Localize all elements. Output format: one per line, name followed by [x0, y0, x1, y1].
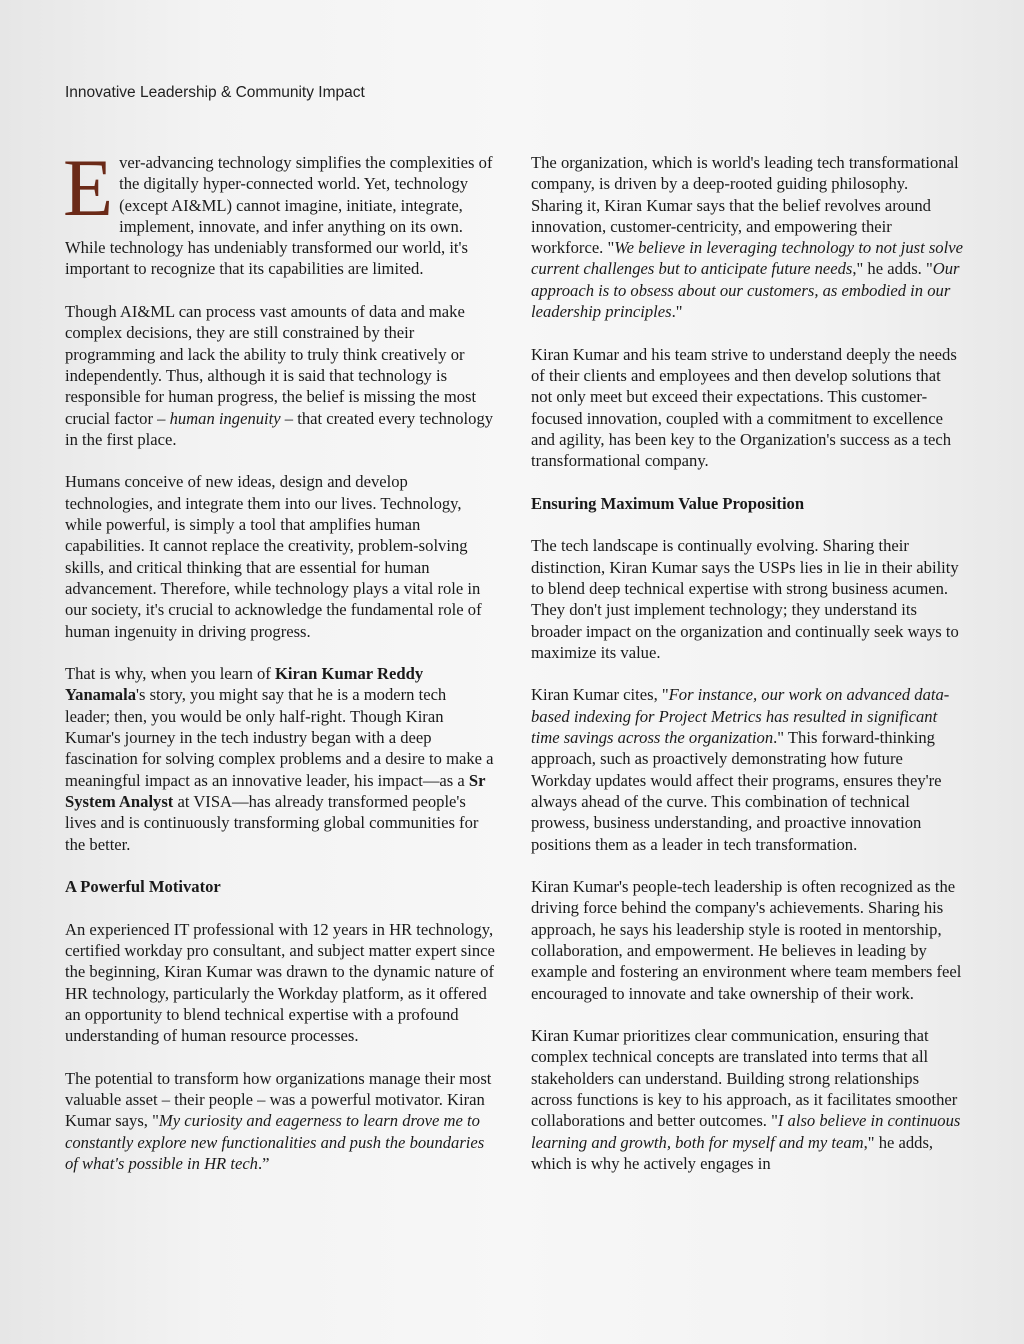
- paragraph: [63, 142, 495, 280]
- section-heading: A Powerful Motivator: [65, 877, 221, 897]
- quote-text: I also believe in continuous learning and growth, both for myself and my team: [531, 1111, 961, 1152]
- paragraph: [531, 684, 963, 854]
- paragraph: [65, 663, 495, 855]
- paragraph-text: .”: [257, 1153, 270, 1173]
- paragraph-text: ," he adds, which is why he actively engages in: [531, 1132, 934, 1173]
- quote-text: Our approach is to obsess about our customers, as embodied in our leadership principles: [531, 259, 960, 322]
- section-heading: Ensuring Maximum Value Proposition: [531, 493, 805, 513]
- paragraph-text: Kiran Kumar cites, ": [531, 685, 669, 705]
- paragraph: Kiran Kumar's people-tech leadership is often recognized as the driving force behind the company's achievements. Sharing his approach, he says his leadership style is rooted in mentorship, collaboration, and empowerment. He believes in leading by example and fostering an environment where team members feel encouraged to innovate and take ownership of their work.: [531, 877, 962, 1003]
- left-column: [63, 142, 495, 1196]
- paragraph-text: That is why, when you learn of: [65, 664, 275, 684]
- right-column: [531, 152, 963, 1196]
- quote-text: My curiosity and eagerness to learn drove me to constantly explore new functionalities and push the boundaries of what's possible in HR tech: [65, 1111, 485, 1173]
- emphasis-text: human ingenuity: [169, 408, 281, 428]
- paragraph-text: The potential to transform how organizations manage their most valuable asset – their people – was a powerful motivator. Kiran Kumar says, ": [65, 1068, 492, 1131]
- quote-text: For instance, our work on advanced data-based indexing for Project Metrics has resulted in significant time savings across the organization: [531, 685, 950, 748]
- paragraph: Kiran Kumar and his team strive to understand deeply the needs of their clients and employees and then develop solutions that not only meet but exceed their expectations. This customer-focused innovation, coupled with a commitment to excellence and agility, has been key to the Organization's success as a tech transformational company.: [531, 344, 957, 471]
- paragraph: Humans conceive of new ideas, design and develop technologies, and integrate them into our lives. Technology, while powerful, is simply a tool that amplifies human capabilities. It cannot replace the creativity, problem-solving skills, and critical thinking that are essential for human advancement. Therefore, while technology plays a vital role in our society, it's crucial to acknowledge the fundamental role of human ingenuity in driving progress.: [65, 472, 482, 641]
- paragraph: The tech landscape is continually evolving. Sharing their distinction, Kiran Kumar says the USPs lies in lie in their ability to blend deep technical expertise with strong business acumen. They don't just implement technology; they understand its broader impact on the organization and continually seek ways to maximize its value.: [531, 536, 959, 662]
- paragraph-text: at VISA—has already transformed people's lives and is continuously transforming global communities for the better.: [65, 791, 479, 854]
- paragraph-text: Kiran Kumar prioritizes clear communication, ensuring that complex technical concepts are translated into terms that all stakeholders can understand. Building strong relationships across functions is key to his approach, as it facilitates smoother collaborations and better outcomes. ": [531, 1026, 958, 1131]
- paragraph: [65, 301, 495, 450]
- person-name: Kiran Kumar Reddy Yanamala: [65, 664, 424, 705]
- drop-cap: E: [63, 142, 114, 233]
- paragraph: An experienced IT professional with 12 years in HR technology, certified workday pro consultant, and subject matter expert since the beginning, Kiran Kumar was drawn to the dynamic nature of HR technology, particularly the Workday platform, as it offered an opportunity to blend technical expertise with a profound understanding of human resource processes.: [65, 919, 495, 1046]
- paragraph-text: ," he adds. ": [852, 259, 933, 279]
- paragraph-text: ." This forward-thinking approach, such as proactively demonstrating how future Workday updates would affect their programs, ensures they're always ahead of the curve. This combination of technical prowess, business understanding, and proactive innovation positions them as a leader in tech transformation.: [531, 728, 942, 854]
- paragraph: [531, 1025, 963, 1174]
- paragraph-text: .": [671, 302, 683, 322]
- running-header: Innovative Leadership & Community Impact: [65, 84, 365, 101]
- paragraph-text: 's story, you might say that he is a modern tech leader; then, you would be only half-right. Though Kiran Kumar's journey in the tech industry began with a deep fascination for solving complex problems and a desire to make a meaningful impact as an innovative leader, his impact—as a: [65, 685, 494, 790]
- paragraph-text: The organization, which is world's leading tech transformational company, is driven by a deep-rooted guiding philosophy. Sharing it, Kiran Kumar says that the belief revolves around innovation, customer-centricity, and empowering their workforce. ": [531, 153, 959, 258]
- paragraph: [531, 152, 963, 322]
- job-title: Sr System Analyst: [65, 770, 486, 811]
- paragraph-text: – that created every technology in the first place.: [65, 408, 494, 449]
- paragraph: [65, 1068, 495, 1174]
- paragraph-text: ver-advancing technology simplifies the complexities of the digitally hyper-connected world. Yet, technology (except AI&ML) cannot imagine, initiate, integrate, implement, innovate, and infer anything on its own. While technology has undeniably transformed our world, it's important to recognize that its capabilities are limited.: [65, 153, 493, 279]
- paragraph-text: Though AI&ML can process vast amounts of data and make complex decisions, they are still constrained by their programming and lack the ability to truly think creatively or independently. Thus, although it is said that technology is responsible for human progress, the belief is missing the most crucial factor –: [65, 302, 477, 428]
- quote-text: We believe in leveraging technology to not just solve current challenges but to anticipate future needs: [531, 238, 963, 279]
